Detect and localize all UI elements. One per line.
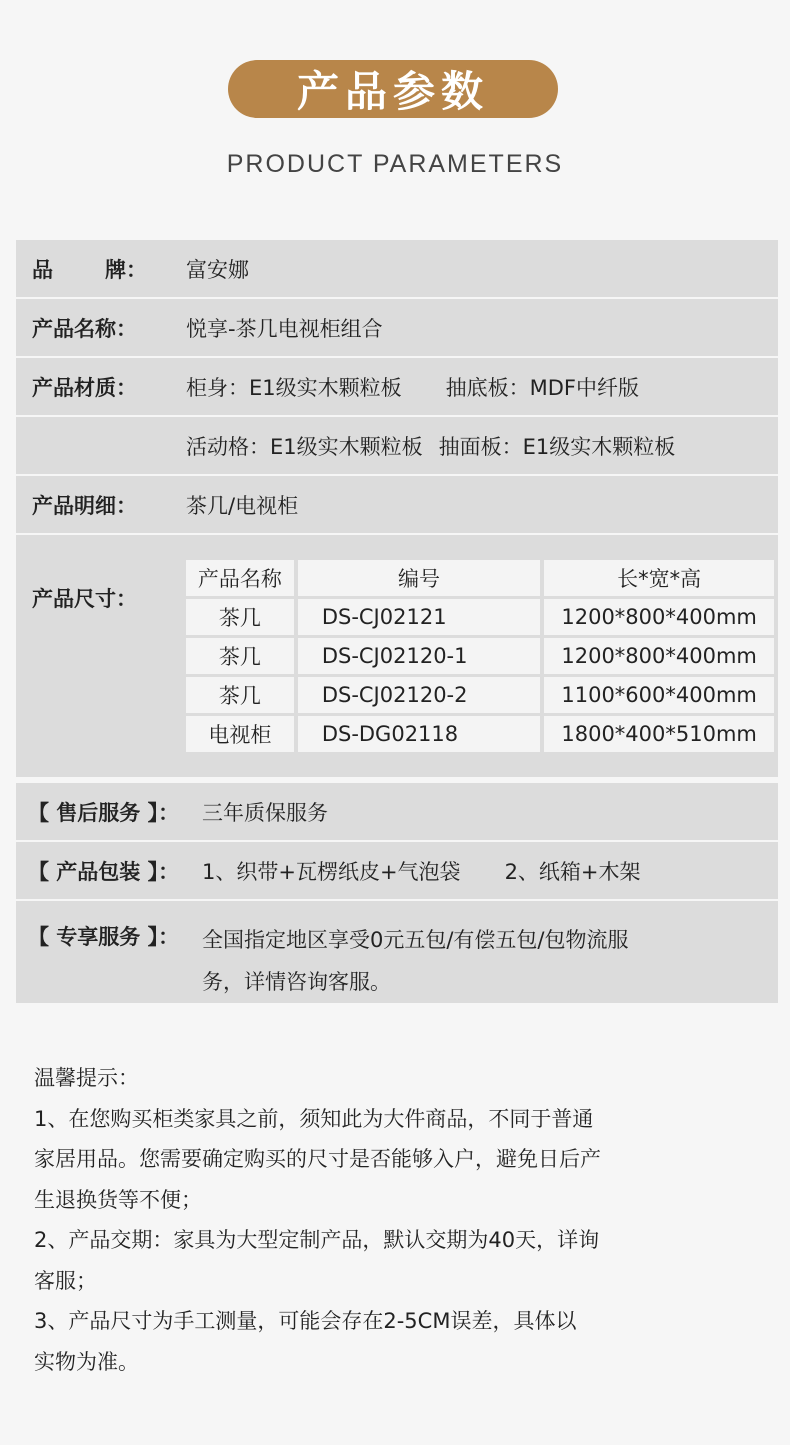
table-row — [186, 599, 774, 635]
service-row-exclusive — [16, 901, 778, 1005]
size-table-header — [186, 560, 774, 596]
package-option-2: 2、纸箱+木架 — [504, 859, 641, 884]
tips-section — [34, 1058, 734, 1382]
param-label-size: 产品尺寸： — [32, 587, 137, 611]
size-cell-name: 茶几 — [186, 599, 294, 635]
product-parameters-table — [16, 240, 778, 1005]
section-title: 产品参数 — [296, 67, 489, 116]
exclusive-line-2: 务，详情咨询客服。 — [202, 970, 391, 994]
size-cell-dimensions: 1100*600*400mm — [544, 677, 774, 713]
brand-label-part-1: 品 — [32, 257, 53, 282]
size-cell-code: DS-DG02118 — [298, 716, 540, 752]
service-label-aftersale: 【 售后服务 】： — [28, 800, 180, 825]
service-row-package — [16, 842, 778, 901]
param-row-material — [16, 358, 778, 417]
service-value-exclusive — [202, 901, 778, 1003]
param-value-material — [186, 372, 778, 402]
material-shelf: 活动格：E1级实木颗粒板 — [186, 434, 423, 459]
service-value-aftersale: 三年质保服务 — [202, 800, 328, 825]
tips-line: 生退换货等不便； — [34, 1187, 202, 1212]
material-drawer-front: 抽面板：E1级实木颗粒板 — [438, 434, 676, 459]
tips-line: 家居用品。您需要确定购买的尺寸是否能够入户，避免日后产 — [34, 1147, 601, 1171]
param-row-size — [16, 535, 778, 779]
table-row — [186, 677, 774, 713]
service-label-package: 【 产品包装 】： — [28, 859, 180, 884]
service-value-package — [202, 856, 778, 886]
tips-line: 2、产品交期：家具为大型定制产品，默认交期为40天，详询 — [34, 1228, 600, 1252]
section-title-badge — [228, 60, 558, 118]
size-cell-code: DS-CJ02120-2 — [298, 677, 540, 713]
param-value-name: 悦享-茶几电视柜组合 — [186, 316, 383, 341]
size-cell-name: 茶几 — [186, 677, 294, 713]
size-cell-dimensions: 1800*400*510mm — [544, 716, 774, 752]
param-value-brand: 富安娜 — [186, 257, 249, 282]
size-cell-name: 茶几 — [186, 638, 294, 674]
param-label-detail: 产品明细： — [32, 493, 137, 518]
tips-line: 实物为准。 — [34, 1349, 139, 1374]
size-cell-name: 电视柜 — [186, 716, 294, 752]
size-header-dimensions: 长*宽*高 — [544, 560, 774, 596]
material-cabinet: 柜身：E1级实木颗粒板 — [186, 375, 402, 400]
exclusive-line-1: 全国指定地区享受0元五包/有偿五包/包物流服 — [202, 928, 629, 952]
size-cell-code: DS-CJ02120-1 — [298, 638, 540, 674]
param-row-material-2 — [16, 417, 778, 476]
size-cell-code: DS-CJ02121 — [298, 599, 540, 635]
section-subtitle: PRODUCT PARAMETERS — [226, 150, 564, 178]
tips-title: 温馨提示： — [34, 1066, 139, 1090]
param-row-detail — [16, 476, 778, 535]
size-table — [186, 557, 778, 755]
size-header-name: 产品名称 — [186, 560, 294, 596]
table-row — [186, 716, 774, 752]
table-row — [186, 638, 774, 674]
size-cell-dimensions: 1200*800*400mm — [544, 599, 774, 635]
package-option-1: 1、织带+瓦楞纸皮+气泡袋 — [202, 859, 461, 884]
brand-label-part-2: 牌： — [105, 257, 147, 282]
tips-line: 3、产品尺寸为手工测量，可能会存在2-5CM误差，具体以 — [34, 1309, 577, 1333]
material-drawer-bottom: 抽底板：MDF中纤版 — [445, 375, 640, 400]
param-label-name: 产品名称： — [32, 316, 137, 341]
param-label-material: 产品材质： — [32, 375, 137, 400]
param-value-material-2 — [186, 431, 778, 461]
param-label-brand — [16, 254, 186, 284]
service-section — [16, 783, 778, 1005]
service-label-exclusive: 【 专享服务 】： — [28, 925, 180, 949]
size-cell-dimensions: 1200*800*400mm — [544, 638, 774, 674]
tips-line: 1、在您购买柜类家具之前，须知此为大件商品，不同于普通 — [34, 1106, 594, 1131]
param-row-name — [16, 299, 778, 358]
param-row-brand — [16, 240, 778, 299]
size-header-code: 编号 — [298, 560, 540, 596]
param-value-detail: 茶几/电视柜 — [186, 493, 299, 518]
service-row-aftersale — [16, 783, 778, 842]
tips-line: 客服； — [34, 1268, 97, 1293]
